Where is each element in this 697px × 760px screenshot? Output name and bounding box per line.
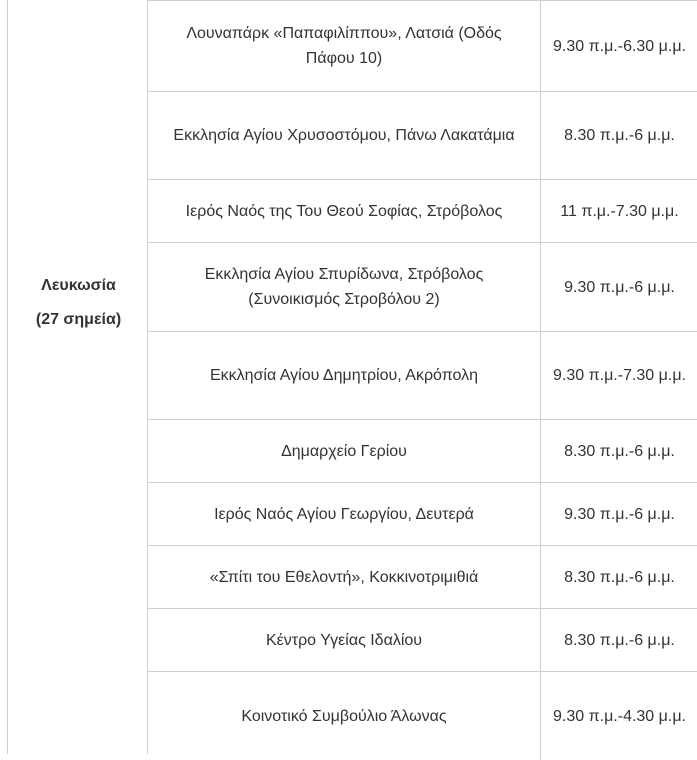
table-row: [148, 179, 697, 242]
hours-cell: 9.30 π.μ.-7.30 μ.μ.: [540, 332, 697, 419]
table-row: [148, 0, 697, 91]
table-row: [148, 482, 697, 545]
table-row: [148, 545, 697, 608]
hours-cell: 9.30 π.μ.-6 μ.μ.: [540, 483, 697, 545]
region-cell: [7, 0, 148, 754]
table-row: [148, 608, 697, 671]
hours-cell: 9.30 π.μ.-6 μ.μ.: [540, 243, 697, 331]
location-cell: Εκκλησία Αγίου Δημητρίου, Ακρόπολη: [209, 367, 479, 384]
table-row: [148, 242, 697, 331]
location-cell: Ιερός Ναός Αγίου Γεωργίου, Δευτερά: [214, 505, 474, 523]
location-cell: Λουναπάρκ «Παπαφιλίππου», Λατσιά (Οδός Πάφου 10): [186, 25, 502, 67]
table-row: [148, 331, 697, 419]
region-name: Λευκωσία: [41, 277, 116, 294]
location-cell: Εκκλησία Αγίου Χρυσοστόμου, Πάνω Λακατάμια: [173, 127, 515, 144]
hours-cell: 8.30 π.μ.-6 μ.μ.: [540, 92, 697, 179]
hours-cell: 8.30 π.μ.-6 μ.μ.: [540, 546, 697, 608]
location-cell: «Σπίτι του Εθελοντή», Κοκκινοτριμιθιά: [209, 568, 479, 586]
location-cell: Ιερός Ναός της Του Θεού Σοφίας, Στρόβολος: [185, 202, 503, 220]
table-row: [148, 671, 697, 760]
hours-cell: 11 π.μ.-7.30 μ.μ.: [540, 180, 697, 242]
table-row: [148, 419, 697, 482]
donation-points-table: [7, 0, 697, 754]
hours-cell: 8.30 π.μ.-6 μ.μ.: [540, 609, 697, 671]
table-row: [148, 91, 697, 179]
location-cell: Κοινοτικό Συμβούλιο Άλωνας: [241, 707, 447, 725]
location-cell: Κέντρο Υγείας Ιδαλίου: [265, 631, 423, 649]
hours-cell: 9.30 π.μ.-6.30 μ.μ.: [540, 1, 697, 91]
region-count: (27 σημεία): [35, 311, 122, 328]
location-cell: Δημαρχείο Γερίου: [281, 442, 407, 460]
location-cell: Εκκλησία Αγίου Σπυρίδωνα, Στρόβολος (Συνοικισμός Στροβόλου 2): [204, 266, 484, 308]
hours-cell: 8.30 π.μ.-6 μ.μ.: [540, 420, 697, 482]
hours-cell: 9.30 π.μ.-4.30 μ.μ.: [540, 672, 697, 760]
